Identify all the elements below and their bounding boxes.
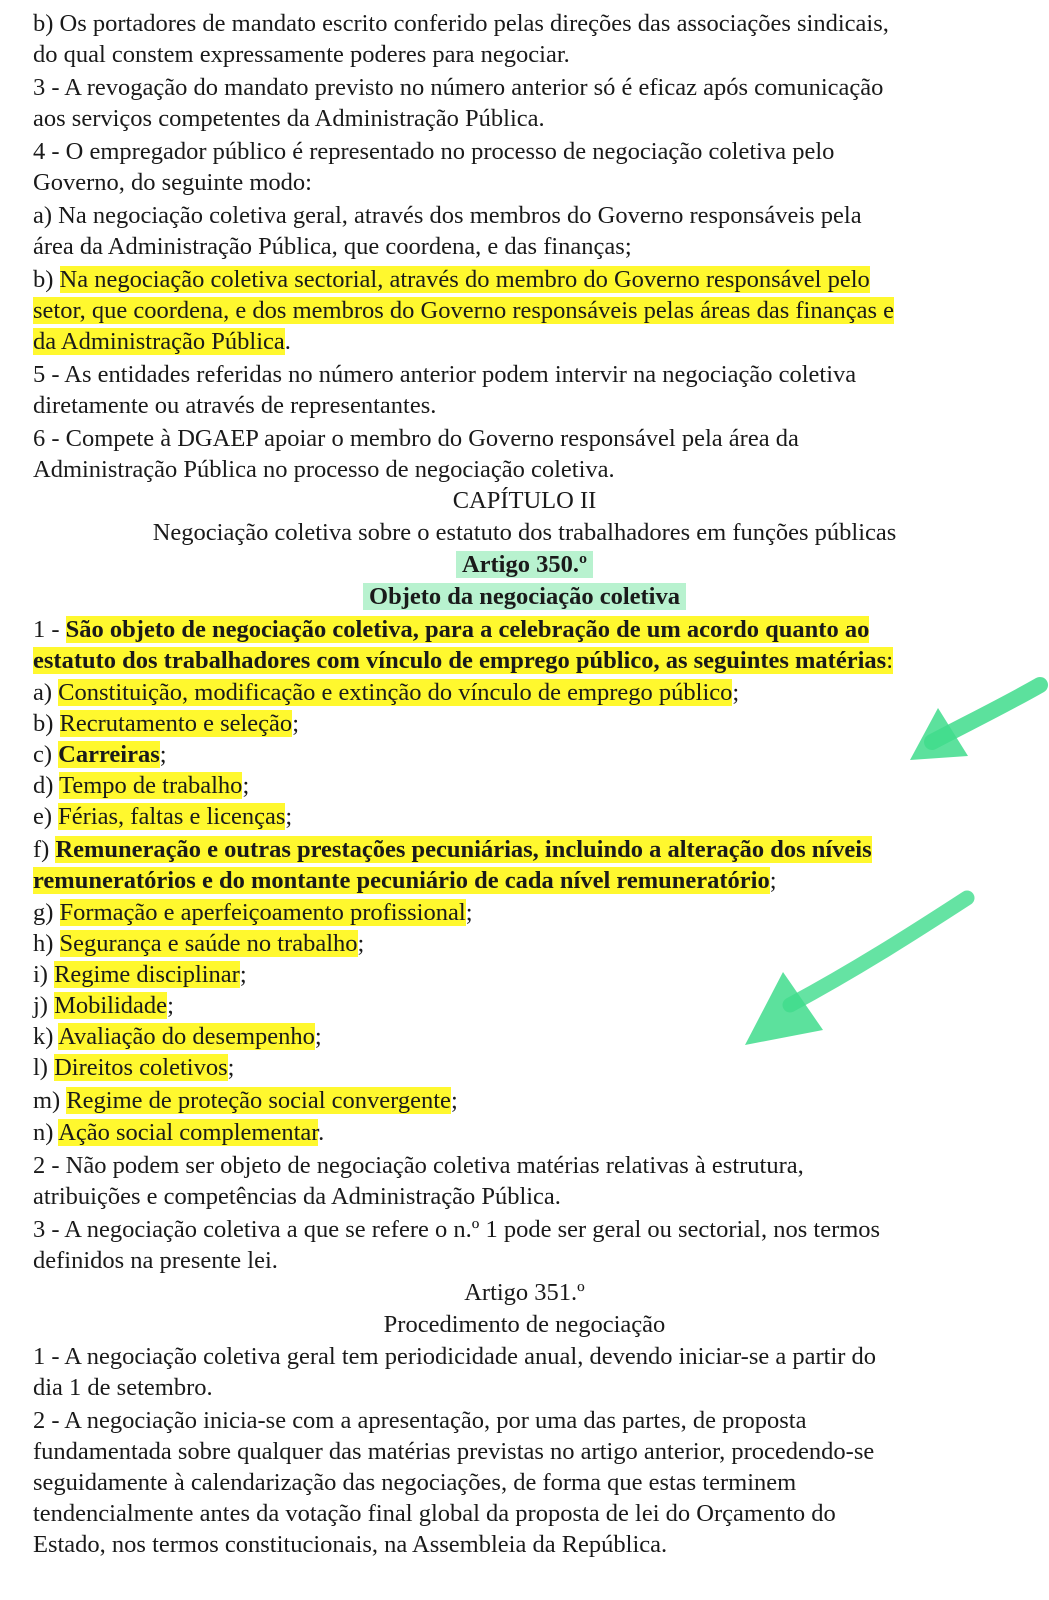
highlighted-line bbox=[33, 614, 1035, 646]
marker-highlight: Artigo 350.º bbox=[456, 551, 593, 578]
text-line: diretamente ou através de representantes. bbox=[33, 392, 437, 419]
item-letter: d) bbox=[33, 772, 60, 799]
highlighted-text: Regime disciplinar bbox=[54, 961, 240, 988]
highlighted-text: Regime de proteção social convergente bbox=[66, 1087, 451, 1114]
highlighted-text: setor, que coordena, e dos membros do Governo responsáveis pelas áreas das finanças e bbox=[33, 297, 894, 324]
article-title: Procedimento de negociação bbox=[383, 1311, 666, 1338]
text-line: atribuições e competências da Administração Pública. bbox=[33, 1183, 561, 1210]
highlighted-text: remuneratórios e do montante pecuniário de cada nível remuneratório bbox=[33, 867, 770, 894]
text-line: 2 - A negociação inicia-se com a apresentação, por uma das partes, de proposta bbox=[33, 1407, 807, 1434]
list-item bbox=[33, 1052, 1035, 1084]
item-letter: i) bbox=[33, 961, 55, 988]
list-item bbox=[33, 801, 1035, 833]
marker-highlight: Objeto da negociação coletiva bbox=[363, 583, 686, 610]
item-letter: b) bbox=[33, 710, 60, 737]
punctuation: ; bbox=[357, 930, 365, 957]
highlighted-text: Remuneração e outras prestações pecuniárias, incluindo a alteração dos níveis bbox=[55, 836, 872, 863]
punctuation: ; bbox=[167, 992, 174, 1019]
list-item bbox=[33, 865, 1035, 897]
list-item bbox=[33, 1021, 1035, 1053]
punctuation: . bbox=[284, 328, 291, 355]
item-prefix: 1 - bbox=[33, 616, 66, 643]
highlighted-text: Carreiras bbox=[58, 741, 160, 768]
text-line: 3 - A revogação do mandato previsto no número anterior só é eficaz após comunicação bbox=[33, 74, 884, 101]
punctuation: ; bbox=[242, 772, 250, 799]
highlighted-text: da Administração Pública bbox=[33, 328, 285, 355]
highlighted-text: estatuto dos trabalhadores com vínculo de emprego público, as seguintes matérias bbox=[33, 647, 887, 674]
text-line: Estado, nos termos constitucionais, na Assembleia da República. bbox=[33, 1531, 668, 1558]
highlighted-text: São objeto de negociação coletiva, para a celebração de um acordo quanto ao bbox=[65, 616, 870, 643]
item-letter: j) bbox=[33, 992, 55, 1019]
item-letter: m) bbox=[33, 1087, 67, 1114]
text-line: do qual constem expressamente poderes para negociar. bbox=[33, 41, 570, 68]
item-letter: k) bbox=[33, 1023, 59, 1050]
punctuation: ; bbox=[732, 679, 740, 706]
text-line: 5 - As entidades referidas no número anterior podem intervir na negociação coletiva bbox=[33, 361, 857, 388]
text-line: b) Os portadores de mandato escrito conferido pelas direções das associações sindicais, bbox=[33, 10, 889, 37]
highlighted-line bbox=[33, 645, 1035, 677]
chapter-title: Negociação coletiva sobre o estatuto dos trabalhadores em funções públicas bbox=[152, 519, 897, 546]
item-letter: a) bbox=[33, 679, 59, 706]
punctuation: . bbox=[318, 1119, 325, 1146]
text-line: 1 - A negociação coletiva geral tem periodicidade anual, devendo iniciar-se a partir do bbox=[33, 1343, 877, 1370]
highlighted-text: Tempo de trabalho bbox=[59, 772, 243, 799]
highlighted-text: Mobilidade bbox=[54, 992, 168, 1019]
list-item bbox=[33, 708, 1035, 740]
list-item bbox=[33, 770, 1035, 802]
punctuation: ; bbox=[450, 1087, 458, 1114]
text-line: 4 - O empregador público é representado no processo de negociação coletiva pelo bbox=[33, 138, 835, 165]
highlighted-text: Férias, faltas e licenças bbox=[58, 803, 286, 830]
list-item bbox=[33, 1085, 1035, 1117]
item-letter: n) bbox=[33, 1119, 59, 1146]
highlighted-text: Direitos coletivos bbox=[54, 1054, 228, 1081]
punctuation: ; bbox=[227, 1054, 235, 1081]
text-line: 6 - Compete à DGAEP apoiar o membro do Governo responsável pela área da bbox=[33, 425, 799, 452]
text-line: 3 - A negociação coletiva a que se refere o n.º 1 pode ser geral ou sectorial, nos termos bbox=[33, 1216, 881, 1243]
punctuation: ; bbox=[769, 867, 777, 894]
list-item bbox=[33, 834, 1035, 866]
highlighted-text: Recrutamento e seleção bbox=[59, 710, 293, 737]
highlighted-line bbox=[33, 264, 1035, 296]
text-line: seguidamente à calendarização das negociações, de forma que estas terminem bbox=[33, 1469, 797, 1496]
highlighted-text: Avaliação do desempenho bbox=[58, 1023, 315, 1050]
text-line: a) Na negociação coletiva geral, através dos membros do Governo responsáveis pela bbox=[33, 202, 862, 229]
punctuation: ; bbox=[285, 803, 293, 830]
text-line: 2 - Não podem ser objeto de negociação coletiva matérias relativas à estrutura, bbox=[33, 1152, 804, 1179]
text-line: dia 1 de setembro. bbox=[33, 1374, 213, 1401]
highlighted-line bbox=[33, 326, 1035, 358]
item-letter: f) bbox=[33, 836, 56, 863]
item-prefix: b) bbox=[33, 266, 60, 293]
punctuation: ; bbox=[314, 1023, 322, 1050]
article-title bbox=[0, 581, 1049, 613]
highlighted-line bbox=[33, 295, 1035, 327]
list-item bbox=[33, 677, 1035, 709]
list-item bbox=[33, 739, 1035, 771]
text-line: área da Administração Pública, que coordena, e das finanças; bbox=[33, 233, 632, 260]
list-item bbox=[33, 897, 1035, 929]
highlighted-text: Segurança e saúde no trabalho bbox=[59, 930, 358, 957]
item-letter: e) bbox=[33, 803, 59, 830]
text-line: Governo, do seguinte modo: bbox=[33, 169, 312, 196]
punctuation: : bbox=[886, 647, 893, 674]
text-line: fundamentada sobre qualquer das matérias previstas no artigo anterior, procedendo-se bbox=[33, 1438, 875, 1465]
punctuation: ; bbox=[292, 710, 299, 737]
item-letter: l) bbox=[33, 1054, 55, 1081]
list-item bbox=[33, 959, 1035, 991]
list-item bbox=[33, 990, 1035, 1022]
punctuation: ; bbox=[465, 899, 473, 926]
item-letter: g) bbox=[33, 899, 60, 926]
list-item bbox=[33, 1117, 1035, 1149]
article-heading bbox=[0, 549, 1049, 581]
punctuation: ; bbox=[239, 961, 247, 988]
highlighted-text: Constituição, modificação e extinção do vínculo de emprego público bbox=[58, 679, 733, 706]
highlighted-text: Formação e aperfeiçoamento profissional bbox=[59, 899, 466, 926]
chapter-heading: CAPÍTULO II bbox=[452, 487, 597, 514]
item-letter: c) bbox=[33, 741, 59, 768]
text-line: Administração Pública no processo de negociação coletiva. bbox=[33, 456, 615, 483]
list-item bbox=[33, 928, 1035, 960]
highlighted-text: Ação social complementar bbox=[58, 1119, 319, 1146]
text-line: definidos na presente lei. bbox=[33, 1247, 278, 1274]
item-letter: h) bbox=[33, 930, 60, 957]
article-heading: Artigo 351.º bbox=[464, 1279, 585, 1306]
highlighted-text: Na negociação coletiva sectorial, através do membro do Governo responsável pelo bbox=[59, 266, 870, 293]
punctuation: ; bbox=[159, 741, 167, 768]
text-line: tendencialmente antes da votação final global da proposta de lei do Orçamento do bbox=[33, 1500, 836, 1527]
text-line: aos serviços competentes da Administração Pública. bbox=[33, 105, 545, 132]
